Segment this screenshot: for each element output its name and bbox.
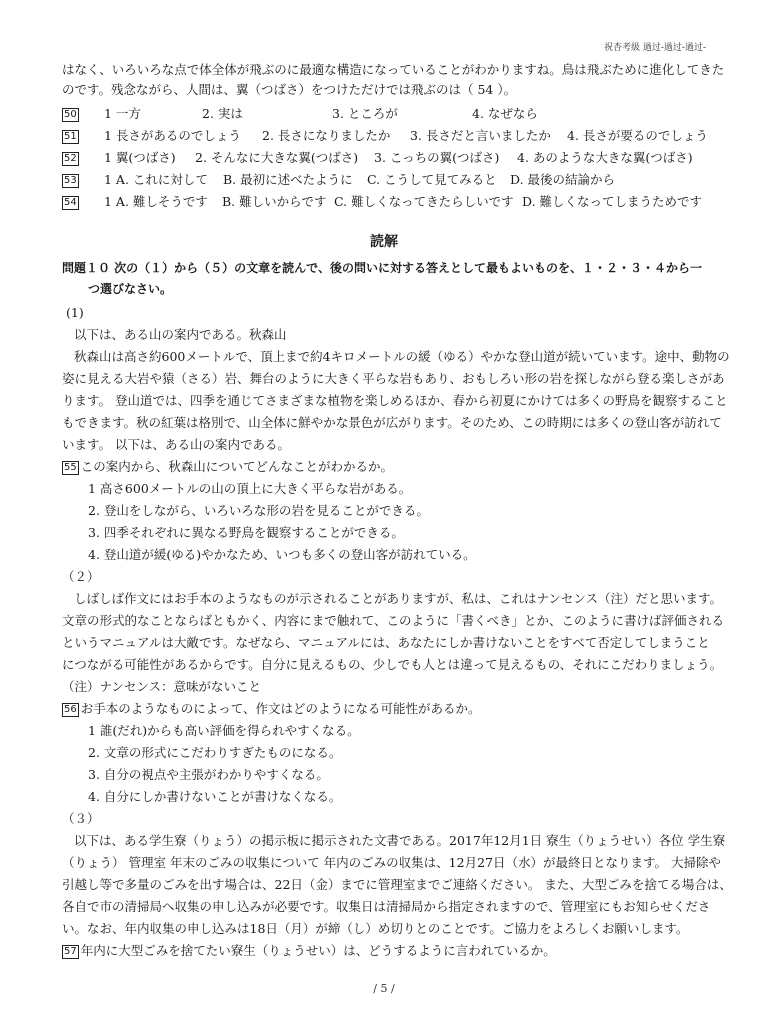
answer-option: 2. 登山をしながら、いろいろな形の岩を見ることができる。 [88,503,429,518]
answer-option: 4. 登山道が緩(ゆる)やかなため、いつも多くの登山客が訪れている。 [88,547,476,562]
passage-2-line: につながる可能性があるからです。自分に見えるもの、少しでも人とは違って見えるもの、それにこだわりましょう。 [62,657,723,672]
passage-3-line: （りょう） 管理室 年末のごみの収集について 年内のごみの収集は、12月27日（水）が最終日となります。 大掃除や [62,855,721,870]
passage-1-line: 以下は、ある山の案内である。秋森山 [74,327,287,342]
mondai-line-2: つ選びなさい。 [88,282,173,296]
passage-1-line: 秋森山は高さ約600メートルで、頂上まで約4キロメートルの緩（ゆる）やかな登山道が続いています。途中、動物の [74,349,730,364]
passage-1-line: もできます。秋の紅葉は格別で、山全体に鮮やかな景色が広がります。そのため、この時期には多くの登山客が訪れて [62,415,722,430]
passage-1-line: います。 以下は、ある山の案内である。 [62,437,290,452]
mondai-line-1: 問題１０ 次の（１）から（５）の文章を読んで、後の問いに対する答えとして最もよいものを、１・２・３・４から一 [62,261,702,275]
answer-option: 1 高さ600メートルの山の頂上に大きく平らな岩がある。 [88,481,412,496]
option-1: 1 一方 [104,106,141,121]
question-number: 53 [64,175,77,186]
option-3: C. 難しくなってきたらしいです [334,194,514,209]
choice-row-50 [62,106,712,122]
passage-3-line: い。なお、年内収集の申し込みは18日（月）が締（し）め切りとのことです。ご協力をよろしくお願いします。 [62,921,689,936]
question-number: 54 [64,197,77,208]
intro-line-1: はなく、いろいろな点で体全体が飛ぶのに最適な構造になっていることがわかりますね。鳥は飛ぶために進化してきた [62,62,725,77]
option-2: 2. そんなに大きな翼(つばさ) [195,150,359,165]
option-3: C. こうして見てみると [367,172,497,187]
option-3: 3. ところが [332,106,398,121]
passage-1-line: ります。 登山道では、四季を通じてさまざまな植物を楽しめるほか、春から初夏にかけては多くの野鳥を観察すること [62,393,728,408]
passage-1-line: 姿に見える大岩や猿（さる）岩、舞台のように大きく平らな岩もあり、おもしろい形の岩を探しながら登る楽しさがあ [62,371,725,386]
page-header: 祝杏考級 過过-過过-過过- [604,43,706,53]
option-4: 4. なぜなら [472,106,538,121]
question-number: 52 [64,153,77,164]
choice-row-51 [62,128,712,144]
passage-3-line: 以下は、ある学生寮（りょう）の掲示板に掲示された文書である。2017年12月1日 寮生（りょうせい）各位 学生寮 [74,833,726,848]
answer-option: 1 誰(だれ)からも高い評価を得られやすくなる。 [88,723,360,738]
passage-1-marker: (1) [66,305,84,320]
option-2: B. 最初に述べたように [223,172,353,187]
question-number: 55 [64,462,77,473]
answer-option: 4. 自分にしか書けないことが書けなくなる。 [88,789,342,804]
question-text: この案内から、秋森山についてどんなことがわかるか。 [80,459,393,474]
passage-3-marker: （３） [62,811,100,826]
question-number: 51 [64,131,77,142]
question-56 [62,701,481,717]
question-text: お手本のようなものによって、作文はどのようになる可能性があるか。 [80,701,481,716]
page-number: / 5 / [373,982,395,995]
passage-3-line: 引越し等で多量のごみを出す場合は、22日（金）までに管理室までご連絡ください。 また、大型ごみを捨てる場合は、 [62,877,732,892]
option-1: 1 翼(つばさ) [104,150,176,165]
option-2: 2. 実は [202,106,243,121]
choice-row-52 [62,150,712,166]
option-3: 3. こっちの翼(つばさ) [374,150,500,165]
question-57 [62,943,556,959]
option-1: 1 A. 難しそうです [104,194,208,209]
answer-option: 3. 四季それぞれに異なる野鳥を観察することができる。 [88,525,404,540]
option-2: 2. 長さになりましたか [262,128,391,143]
passage-2-line: しばしば作文にはお手本のようなものが示されることがありますが、私は、これはナンセンス（注）だと思います。 [74,591,723,606]
passage-2-line: 文章の形式的なことならばともかく、内容にまで触れて、このように「書くべき」とか、このように書けば評価される [62,613,725,628]
option-2: B. 難しいからです [222,194,327,209]
option-1: 1 A. これに対して [104,172,208,187]
intro-line-2: のです。残念ながら、人間は、翼（つばさ）をつけただけでは飛ぶのは（ 54 ）。 [62,82,517,97]
passage-3-line: 各自で市の清掃局へ収集の申し込みが必要です。収集日は清掃局から指定されますので、管理室にもお知らせくださ [62,899,711,914]
option-4: D. 最後の結論から [510,172,616,187]
section-title: 読解 [370,234,398,250]
question-text: 年内に大型ごみを捨てたい寮生（りょうせい）は、どうするように言われているか。 [80,943,556,958]
question-55 [62,459,393,475]
option-3: 3. 長さだと言いましたか [410,128,551,143]
option-4: 4. 長さが要るのでしょう [567,128,708,143]
answer-option: 2. 文章の形式にこだわりすぎたものになる。 [88,745,342,760]
option-4: D. 難しくなってしまうためです [522,194,703,209]
answer-option: 3. 自分の視点や主張がわかりやすくなる。 [88,767,329,782]
question-number: 57 [64,946,77,957]
passage-2-note: （注）ナンセンス：意味がないこと [62,679,262,694]
option-1: 1 長さがあるのでしょう [104,128,241,143]
question-number: 56 [64,704,77,715]
option-4: 4. あのような大きな翼(つばさ) [517,150,693,165]
passage-2-marker: （２） [62,569,100,584]
choice-row-54 [62,194,712,210]
question-number: 50 [64,109,77,120]
choice-row-53 [62,172,712,188]
passage-2-line: というマニュアルは大敵です。なぜなら、マニュアルには、あなたにしか書けないことをすべて否定してしまうこと [62,635,710,650]
